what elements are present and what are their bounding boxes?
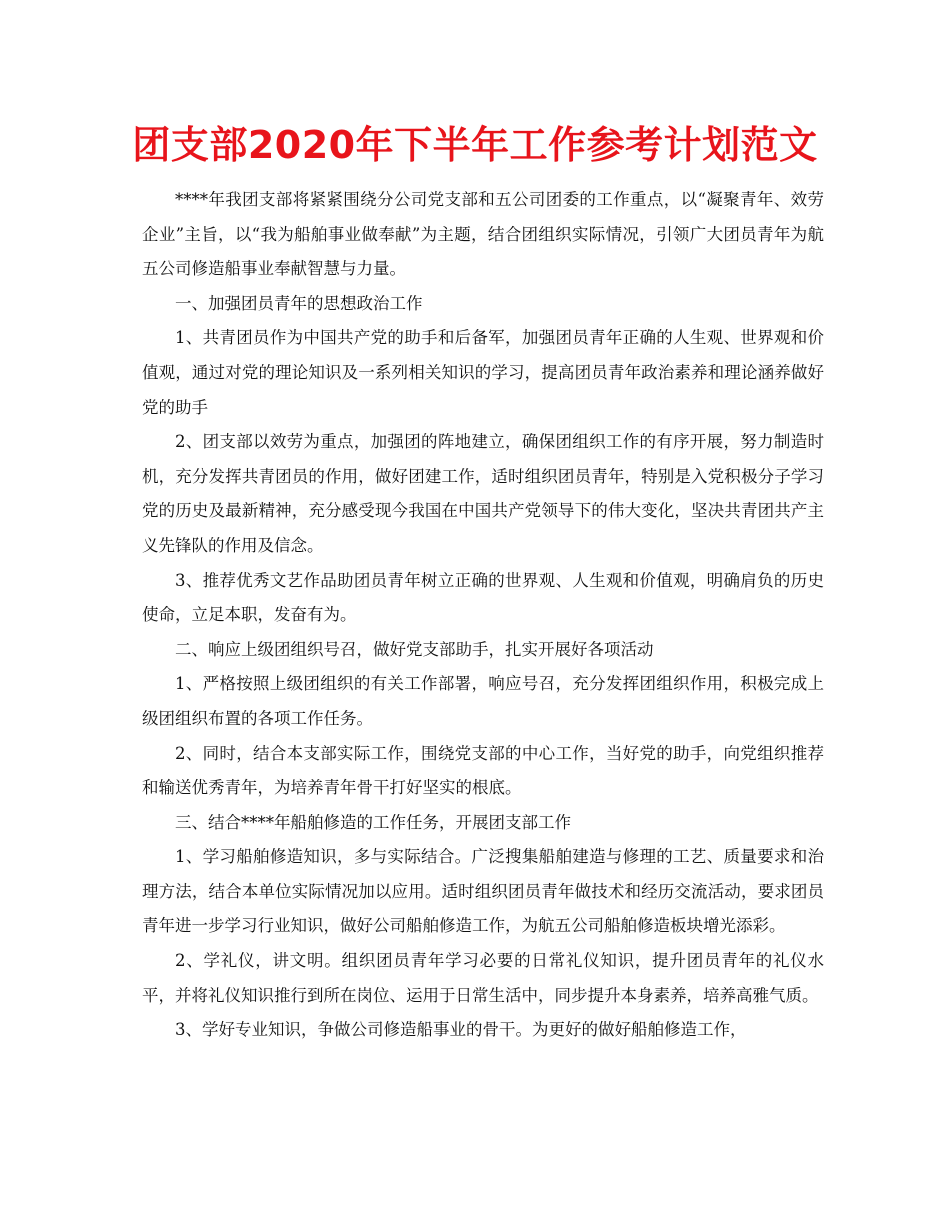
document-body	[142, 183, 824, 1048]
paragraph-2-2: 2、同时，结合本支部实际工作，围绕党支部的中心工作，当好党的助手，向党组织推荐和输送优秀青年，为培养青年骨干打好坚实的根底。	[142, 743, 824, 798]
document-title: 团支部2020年下半年工作参考计划范文	[132, 123, 818, 167]
paragraph-3-2: 2、学礼仪，讲文明。组织团员青年学习必要的日常礼仪知识，提升团员青年的礼仪水平，并将礼仪知识推行到所在岗位、运用于日常生活中，同步提升本身素养，培养高雅气质。	[142, 951, 824, 1005]
section-heading-1: 一、加强团员青年的思想政治工作	[175, 293, 423, 313]
paragraph-1-2: 2、团支部以效劳为重点，加强团的阵地建立，确保团组织工作的有序开展，努力制造时机，充分发挥共青团员的作用，做好团建工作，适时组织团员青年，特别是入党积极分子学习党的历史及最新精神，充分感受现今我国在中国共产党领导下的伟大变化，坚决共青团共产主义先锋队的作用及信念。	[142, 432, 824, 555]
section-heading-2: 二、响应上级团组织号召，做好党支部助手，扎实开展好各项活动	[175, 639, 654, 659]
paragraph-2-1: 1、严格按照上级团组织的有关工作部署，响应号召，充分发挥团组织作用，积极完成上级团组织布置的各项工作任务。	[142, 674, 824, 728]
paragraph-1-1: 1、共青团员作为中国共产党的助手和后备军，加强团员青年正确的人生观、世界观和价值观，通过对党的理论知识及一系列相关知识的学习，提高团员青年政治素养和理论涵养做好党的助手	[142, 328, 824, 417]
paragraph-intro: ****年我团支部将紧紧围绕分公司党支部和五公司团委的工作重点，以“凝聚青年、效劳企业”主旨，以“我为船舶事业做奉献”为主题，结合团组织实际情况，引领广大团员青年为航五公司修造船事业奉献智慧与力量。	[142, 190, 824, 279]
section-heading-3: 三、结合****年船舶修造的工作任务，开展团支部工作	[175, 812, 571, 832]
paragraph-3-3: 3、学好专业知识，争做公司修造船事业的骨干。为更好的做好船舶修造工作，	[175, 1020, 747, 1040]
paragraph-3-1: 1、学习船舶修造知识，多与实际结合。广泛搜集船舶建造与修理的工艺、质量要求和治理方法，结合本单位实际情况加以应用。适时组织团员青年做技术和经历交流活动，要求团员青年进一步学习行业知识，做好公司船舶修造工作，为航五公司船舶修造板块增光添彩。	[142, 847, 824, 936]
paragraph-1-3: 3、推荐优秀文艺作品助团员青年树立正确的世界观、人生观和价值观，明确肩负的历史使命，立足本职，发奋有为。	[142, 570, 824, 625]
